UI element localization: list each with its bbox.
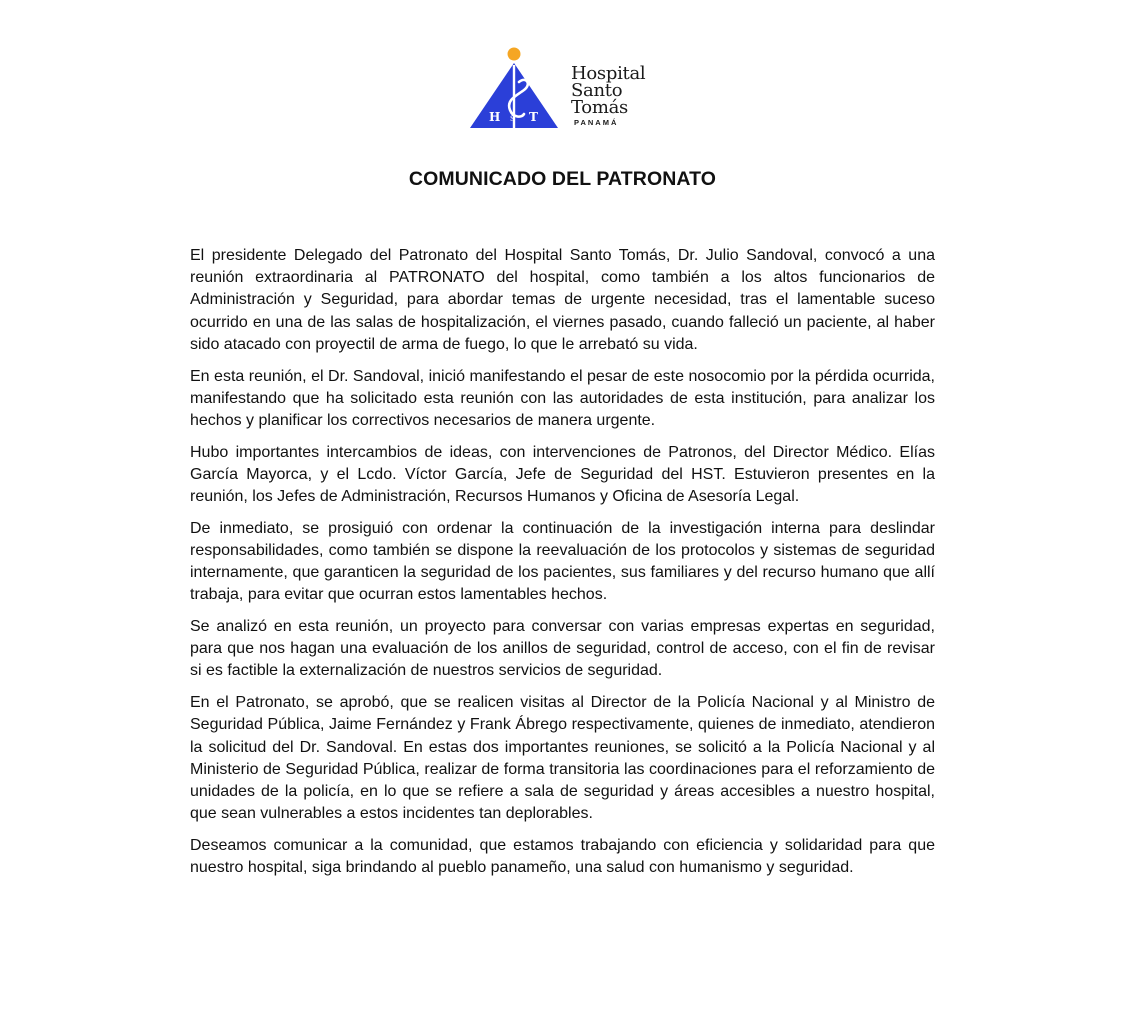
logo-sun-dot [508, 48, 521, 61]
hst-emblem-icon [466, 44, 566, 132]
logo-letter-h: H [489, 110, 501, 124]
paragraph-5: Se analizó en esta reunión, un proyecto para conversar con varias empresas expertas en seguridad, para que nos hagan una evaluación de los anillos de seguridad, control de acceso, con el fin de revisar si es factible la externalización de nuestros servicios de seguridad. [190, 618, 935, 680]
paragraph-7: Deseamos comunicar a la comunidad, que estamos trabajando con eficiencia y solidaridad para que nuestro hospital, siga brindando al pueblo panameño, una salud con humanismo y seguridad. [190, 836, 935, 877]
paragraph-6: En el Patronato, se aprobó, que se realicen visitas al Director de la Policía Nacional y al Ministro de Seguridad Pública, Jaime Fernández y Frank Ábrego respectivamente, quienes de inmediato, atendieron la solicitud del Dr. Sandoval. En estas dos importantes reuniones, se solicitó a la Policía Nacional y al Ministerio de Seguridad Pública, realizar de forma transitoria las coordinaciones para el reforzamiento de unidades de la policía, en lo que se refiere a sala de seguridad y áreas accesibles a nuestro hospital, que sean vulnerables a estos incidentes tan deplorables. [190, 694, 935, 823]
logo-wordmark [571, 65, 645, 127]
logo-country: PANAMÁ [574, 118, 619, 127]
logo-name-line-3: Tomás [571, 97, 628, 118]
logo-name-line-1: Hospital [571, 63, 646, 84]
hospital-logo [466, 44, 666, 132]
logo-letter-t: T [529, 110, 538, 124]
page-title: COMUNICADO DEL PATRONATO [408, 168, 717, 190]
paragraph-4: De inmediato, se prosiguió con ordenar la continuación de la investigación interna para deslindar responsabilidades, como también se dispone la reevaluación de los protocolos y sistemas de seguridad internamente, que garanticen la seguridad de los pacientes, sus familiares y del recurso humano que allí trabaja, para evitar que ocurran estos lamentables hechos. [190, 519, 935, 604]
document-body [190, 245, 935, 889]
paragraph-3: Hubo importantes intercambios de ideas, con intervenciones de Patronos, del Director Médico. Elías García Mayorca, y el Lcdo. Víctor García, Jefe de Seguridad del HST. Estuvieron presentes en la reunión, los Jefes de Administración, Recursos Humanos y Oficina de Asesoría Legal. [190, 443, 935, 506]
logo-letter-s: S [510, 115, 515, 123]
paragraph-2: En esta reunión, el Dr. Sandoval, inició manifestando el pesar de este nosocomio por la pérdida ocurrida, manifestando que ha solicitado esta reunión con las autoridades de esta institución, para analizar los hechos y planificar los correctivos necesarios de manera urgente. [190, 367, 935, 429]
logo-name-line-2: Santo [571, 80, 623, 101]
paragraph-1: El presidente Delegado del Patronato del Hospital Santo Tomás, Dr. Julio Sandoval, convocó a una reunión extraordinaria al PATRONATO del hospital, como también a los altos funcionarios de Administración y Seguridad, para abordar temas de urgente necesidad, tras el lamentable suceso ocurrido en una de las salas de hospitalización, el viernes pasado, cuando falleció un paciente, al haber sido atacado con proyectil de arma de fuego, lo que le arrebató su vida. [190, 247, 935, 353]
